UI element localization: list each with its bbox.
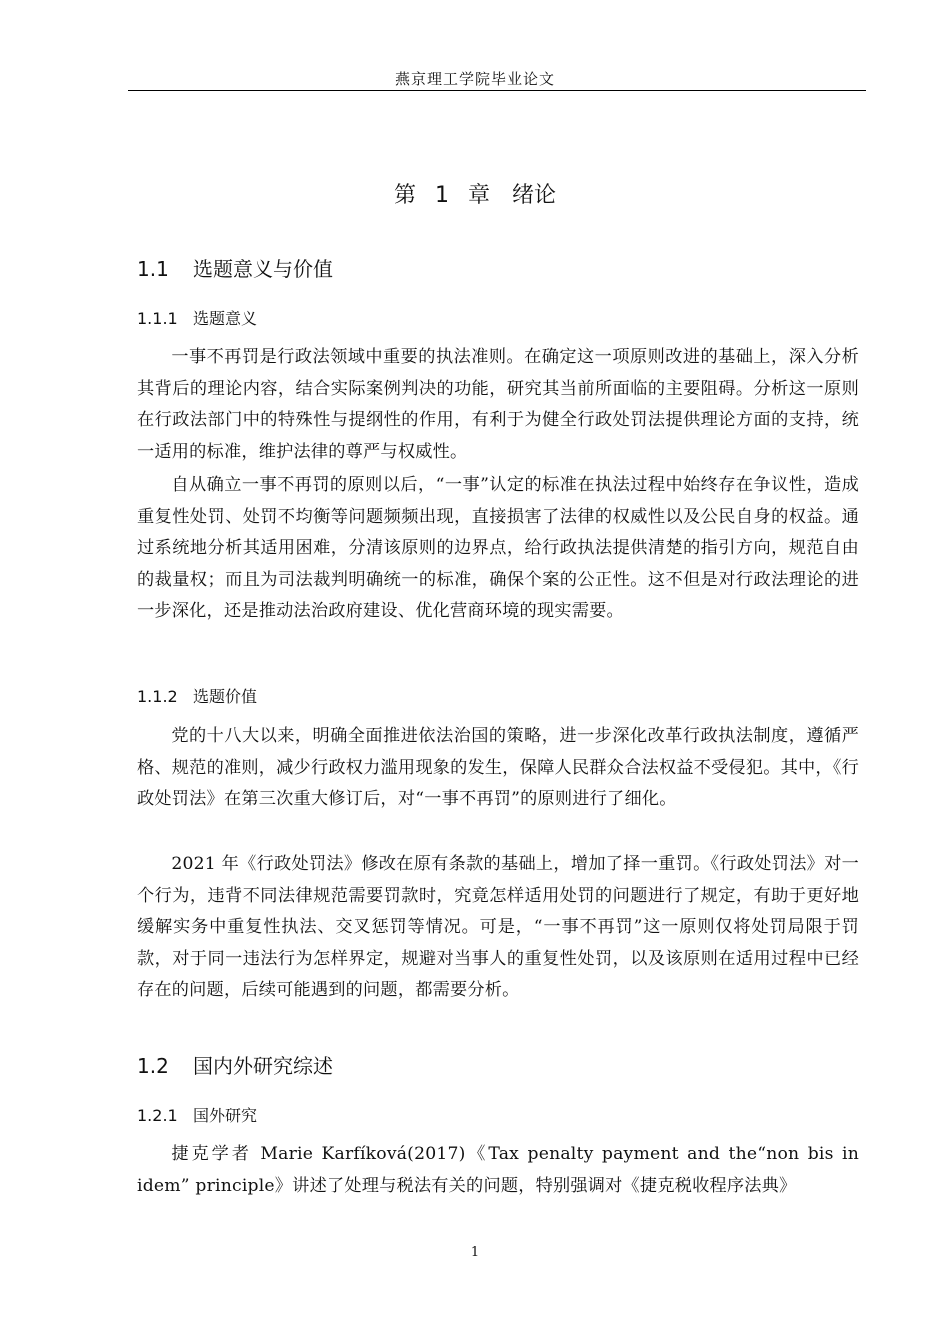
chapter-title: 第 1 章 绪论 (394, 183, 556, 208)
paragraph: 自从确立一事不再罚的原则以后，“一事”认定的标准在执法过程中始终存在争议性，造成重复性处罚、处罚不均衡等问题频频出现，直接损害了法律的权威性以及公民自身的权益。通过系统地分析其适用困难，分清该原则的边界点，给行政执法提供清楚的指引方向，规范自由的裁量权；而且为司法裁判明确统一的标准，确保个案的公正性。这不但是对行政法理论的进一步深化，还是推动法治政府建设、优化营商环境的现实需要。 (137, 475, 859, 622)
section-heading-1-1 (137, 253, 333, 282)
section-number: 1.2 (137, 1054, 169, 1078)
section-number: 1.1 (137, 257, 169, 281)
subsection-number: 1.2.1 (137, 1106, 178, 1125)
paragraph: 捷克学者 Marie Karfíková(2017)《Tax penalty payment and the“non bis in idem” principle》讲述了处理与税法有关的问题，特别强调对《捷克税收程序法典》 (137, 1144, 859, 1196)
paragraph: 2021 年《行政处罚法》修改在原有条款的基础上，增加了择一重罚。《行政处罚法》对一个行为，违背不同法律规范需要罚款时，究竟怎样适用处罚的问题进行了规定，有助于更好地缓解实务中重复性执法、交叉惩罚等情况。可是，“一事不再罚”这一原则仅将处罚局限于罚款，对于同一违法行为怎样界定，规避对当事人的重复性处罚，以及该原则在适用过程中已经存在的问题，后续可能遇到的问题，都需要分析。 (137, 854, 859, 1001)
subsection-heading-1-1-2 (137, 684, 257, 707)
section-title-text: 国内外研究综述 (193, 1054, 333, 1078)
paragraph: 党的十八大以来，明确全面推进依法治国的策略，进一步深化改革行政执法制度，遵循严格、规范的准则，减少行政权力滥用现象的发生，保障人民群众合法权益不受侵犯。其中，《行政处罚法》在第三次重大修订后，对“一事不再罚”的原则进行了细化。 (137, 726, 859, 810)
subsection-title-text: 选题意义 (193, 309, 258, 328)
subsection-heading-1-1-1 (137, 306, 257, 329)
subsection-number: 1.1.1 (137, 309, 178, 328)
subsection-heading-1-2-1 (137, 1103, 257, 1126)
page-header-title: 燕京理工学院毕业论文 (394, 70, 555, 88)
subsection-number: 1.1.2 (137, 687, 178, 706)
header-divider (128, 90, 866, 91)
subsection-title-text: 国外研究 (193, 1106, 258, 1125)
subsection-title-text: 选题价值 (193, 687, 258, 706)
section-heading-1-2 (137, 1050, 333, 1079)
paragraph: 一事不再罚是行政法领域中重要的执法准则。在确定这一项原则改进的基础上，深入分析其背后的理论内容，结合实际案例判决的功能，研究其当前所面临的主要阻碍。分析这一原则在行政法部门中的特殊性与提纲性的作用，有利于为健全行政处罚法提供理论方面的支持，统一适用的标准，维护法律的尊严与权威性。 (137, 347, 859, 462)
page-number: 1 (470, 1245, 480, 1260)
section-title-text: 选题意义与价值 (193, 257, 333, 281)
